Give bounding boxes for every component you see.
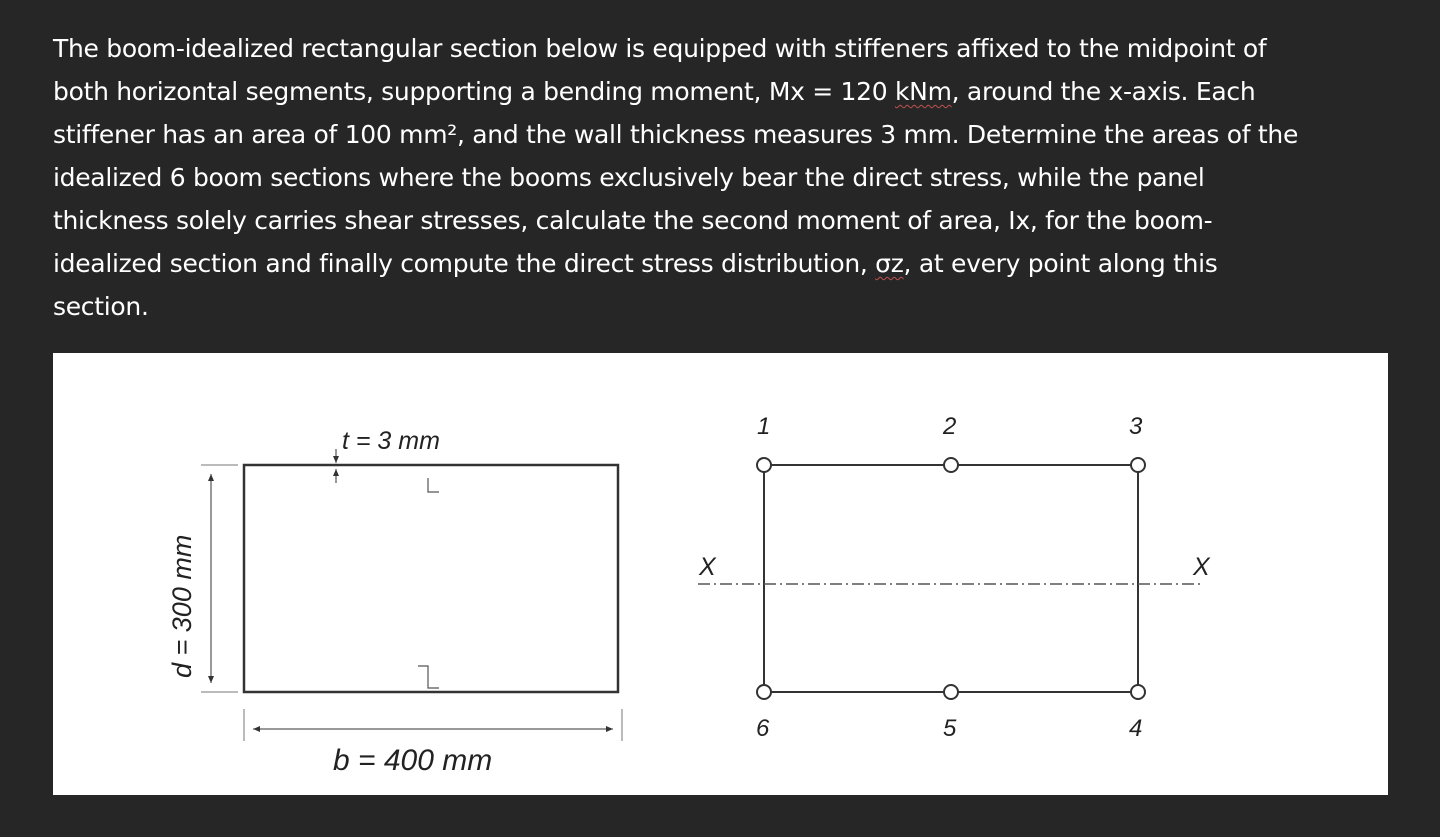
boom-label-5: 5 (943, 715, 957, 742)
problem-line-6-sigma: σz (875, 249, 904, 278)
section-outline (244, 465, 618, 692)
boom-5 (944, 685, 958, 699)
problem-line-3: stiffener has an area of 100 mm², and the wall thickness measures 3 mm. Determine the areas of the (53, 120, 1299, 149)
problem-line-5: thickness solely carries shear stresses, calculate the second moment of area, Ix, for the boom- (53, 206, 1213, 235)
problem-line-4: idealized 6 boom sections where the booms exclusively bear the direct stress, while the panel (53, 163, 1205, 192)
figure-panel (53, 353, 1388, 795)
problem-line-2-unit: kNm (895, 77, 952, 106)
right-section (698, 413, 1211, 742)
boom-label-4: 4 (1129, 715, 1143, 742)
boom-label-3: 3 (1129, 413, 1143, 440)
boom-3 (1131, 458, 1145, 472)
problem-line-2 (53, 70, 1398, 113)
stiffener-bottom-mark (418, 666, 439, 688)
stiffener-top-mark (428, 478, 439, 492)
problem-line-1: The boom-idealized rectangular section below is equipped with stiffeners affixed to the midpoint of (53, 34, 1267, 63)
problem-line-6 (53, 242, 1398, 285)
boom-label-2: 2 (943, 413, 957, 440)
axis-label-right: X (1193, 553, 1210, 581)
problem-statement (53, 27, 1398, 328)
depth-label: d = 300 mm (167, 534, 197, 678)
problem-line-7: section. (53, 292, 149, 321)
width-label: b = 400 mm (333, 744, 493, 777)
boom-1 (757, 458, 771, 472)
figure-svg (53, 353, 1388, 795)
boom-label-6: 6 (756, 715, 770, 742)
boom-label-1: 1 (757, 413, 771, 440)
problem-line-2-tail: , around the x-axis. Each (951, 77, 1256, 106)
boom-6 (757, 685, 771, 699)
axis-label-left: X (699, 553, 716, 581)
problem-line-6-text: idealized section and finally compute the direct stress distribution, (53, 249, 876, 278)
thickness-label: t = 3 mm (342, 427, 440, 455)
problem-line-6-tail: , at every point along this (903, 249, 1218, 278)
boom-2 (944, 458, 958, 472)
left-section (167, 427, 622, 777)
problem-line-2-text: both horizontal segments, supporting a bending moment, Mx = 120 (53, 77, 895, 106)
boom-4 (1131, 685, 1145, 699)
